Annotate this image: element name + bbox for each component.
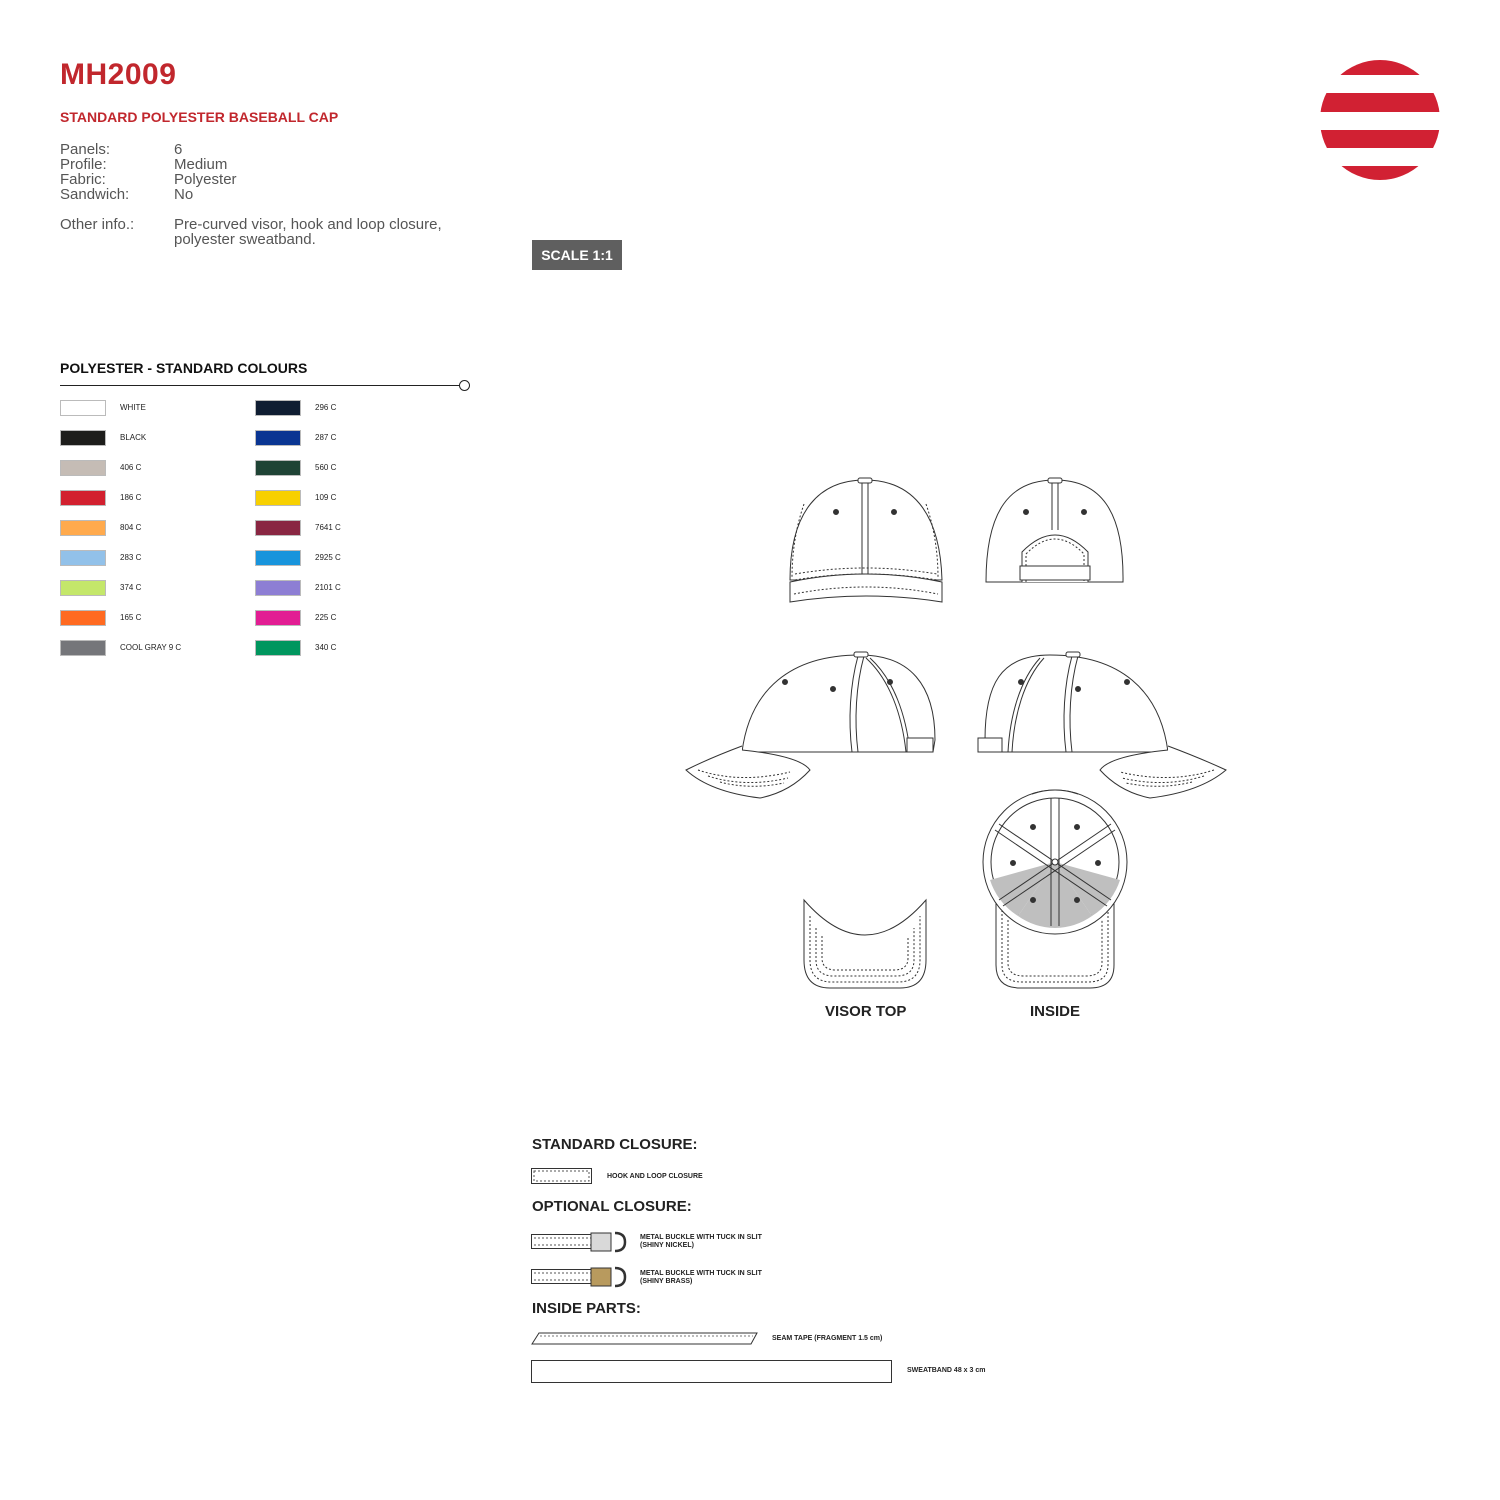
visor-top-view	[804, 900, 926, 988]
colour-swatch	[255, 580, 301, 596]
nickel-buckle-icon	[531, 1231, 629, 1253]
cap-left-view	[686, 652, 935, 798]
colour-swatch-label: 165 C	[120, 613, 142, 622]
colours-divider	[60, 385, 460, 386]
brass-buckle	[591, 1268, 611, 1286]
colour-swatch	[255, 520, 301, 536]
label-line: (SHINY BRASS)	[640, 1277, 693, 1285]
spec-value: Pre-curved visor, hook and loop closure,	[174, 216, 442, 233]
colours-title: POLYESTER - STANDARD COLOURS	[60, 360, 308, 376]
spec-value: No	[174, 186, 194, 203]
visor-top-label: VISOR TOP	[825, 1003, 907, 1020]
colour-swatch	[255, 610, 301, 626]
label-line: METAL BUCKLE WITH TUCK IN SLIT	[640, 1234, 762, 1241]
inside-view	[983, 790, 1127, 988]
cap-front-view	[790, 478, 942, 602]
colour-swatch	[255, 490, 301, 506]
cap-drawings	[680, 470, 1240, 1040]
colour-swatch	[60, 610, 106, 626]
brass-buckle-label	[640, 1270, 762, 1285]
spec-value: Medium	[174, 156, 228, 173]
label-line: (SHINY NICKEL)	[640, 1241, 694, 1249]
colour-swatch	[255, 430, 301, 446]
sweatband-label: SWEATBAND 48 x 3 cm	[907, 1367, 986, 1374]
colour-swatch-label: 406 C	[120, 463, 142, 472]
nickel-buckle-label	[640, 1234, 762, 1249]
colour-swatch	[255, 550, 301, 566]
colour-swatch	[255, 460, 301, 476]
colour-swatch	[60, 550, 106, 566]
nickel-buckle	[591, 1233, 611, 1251]
inside-parts-title: INSIDE PARTS:	[532, 1300, 641, 1317]
product-code: MH2009	[60, 58, 177, 91]
spec-label: Fabric:	[60, 171, 106, 188]
colour-swatch-label: WHITE	[120, 403, 146, 412]
colour-swatch	[60, 580, 106, 596]
optional-closure-title: OPTIONAL CLOSURE:	[532, 1198, 692, 1215]
spec-label: Profile:	[60, 156, 107, 173]
colour-swatch	[60, 460, 106, 476]
colour-swatch-label: 283 C	[120, 553, 142, 562]
hook-loop-closure-icon	[531, 1168, 593, 1185]
brand-logo	[1320, 60, 1440, 180]
colour-swatch-label: 2925 C	[315, 553, 341, 562]
spec-label: Sandwich:	[60, 186, 130, 203]
sweatband-icon	[531, 1360, 893, 1384]
standard-closure-title: STANDARD CLOSURE:	[532, 1136, 698, 1153]
spec-label: Other info.:	[60, 216, 135, 233]
colour-swatch-label: 225 C	[315, 613, 337, 622]
colour-swatch-label: 186 C	[120, 493, 142, 502]
colour-swatch-label: COOL GRAY 9 C	[120, 643, 182, 652]
spec-value: Polyester	[174, 171, 237, 188]
colour-swatch-label: 374 C	[120, 583, 142, 592]
colour-swatch-label: 296 C	[315, 403, 337, 412]
spec-label: Panels:	[60, 141, 111, 158]
inside-label: INSIDE	[1030, 1003, 1081, 1020]
seam-tape-icon	[531, 1332, 761, 1346]
hook-loop-closure-label: HOOK AND LOOP CLOSURE	[607, 1173, 703, 1180]
colour-swatch	[60, 520, 106, 536]
colour-swatch	[255, 400, 301, 416]
colour-swatch-label: 7641 C	[315, 523, 341, 532]
colour-swatch-label: 560 C	[315, 463, 337, 472]
spec-value: 6	[174, 141, 183, 158]
cap-right-view	[978, 652, 1226, 798]
colour-swatch	[60, 490, 106, 506]
spec-value: polyester sweatband.	[174, 231, 316, 248]
label-line: METAL BUCKLE WITH TUCK IN SLIT	[640, 1270, 762, 1277]
product-name: STANDARD POLYESTER BASEBALL CAP	[60, 109, 339, 125]
scale-badge: SCALE 1:1	[532, 240, 622, 270]
colour-swatch-label: BLACK	[120, 433, 147, 442]
colour-swatch-label: 340 C	[315, 643, 337, 652]
colour-swatch-label: 2101 C	[315, 583, 341, 592]
colour-swatch-label: 287 C	[315, 433, 337, 442]
brass-buckle-icon	[531, 1266, 629, 1288]
colour-swatch	[60, 430, 106, 446]
colour-swatch-label: 109 C	[315, 493, 337, 502]
colours-divider-end	[459, 380, 470, 391]
colour-swatch	[255, 640, 301, 656]
cap-back-view	[986, 478, 1123, 582]
colour-swatch	[60, 640, 106, 656]
seam-tape-label: SEAM TAPE (FRAGMENT 1.5 cm)	[772, 1335, 883, 1342]
colour-swatch-label: 804 C	[120, 523, 142, 532]
colour-swatch	[60, 400, 106, 416]
